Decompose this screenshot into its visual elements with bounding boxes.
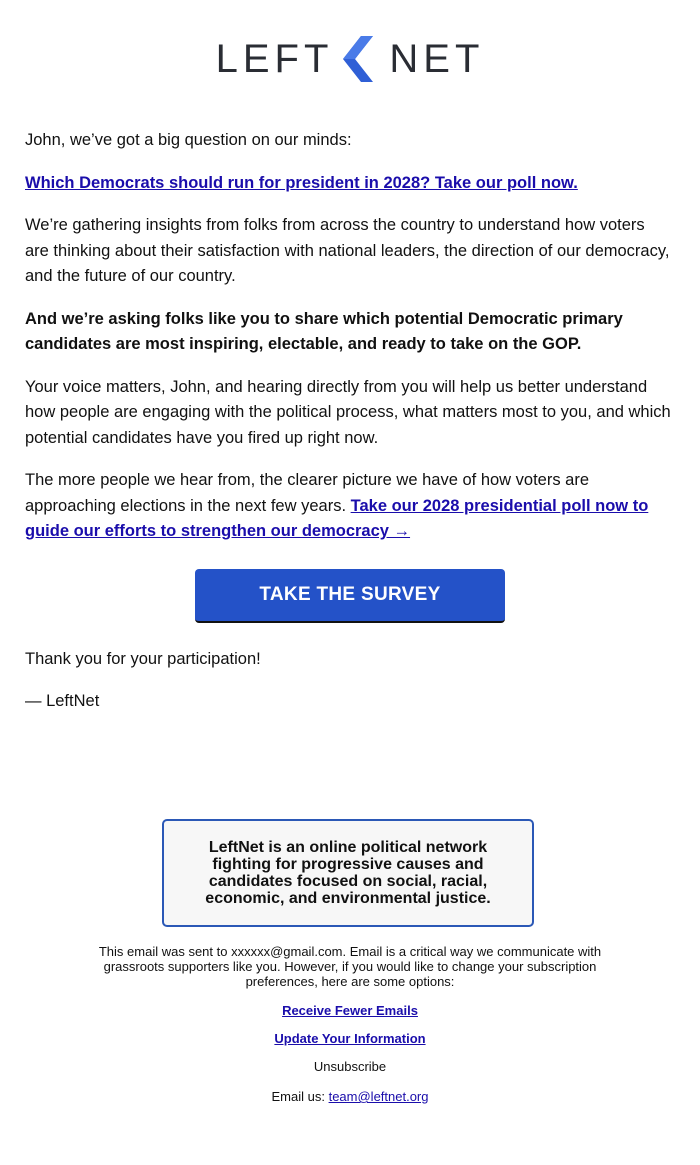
paragraph-voice-matters: Your voice matters, John, and hearing directly from you will help us better understand how people are engaging with the political process, what matters most to you, and which potential candidates have you fired up right now. — [25, 377, 671, 447]
footer-note: This email was sent to xxxxxx@gmail.com. Email is a critical way we communicate with grassroots supporters like you. However, if you would like to change your subscription preferences, here are some options: — [98, 944, 602, 989]
leftnet-logo — [0, 34, 700, 84]
logo-left-word: LEFT — [215, 37, 334, 81]
receive-fewer-emails-link[interactable]: Receive Fewer Emails — [282, 1003, 418, 1018]
poll-link[interactable]: Which Democrats should run for president in 2028? Take our poll now. — [25, 173, 578, 192]
thanks-text: Thank you for your participation! — [25, 650, 261, 668]
closing — [25, 647, 261, 731]
email-us-line — [70, 1089, 630, 1104]
update-information-link[interactable]: Update Your Information — [274, 1031, 426, 1046]
logo-right-word: NET — [389, 37, 485, 81]
signoff-text: — LeftNet — [25, 692, 100, 710]
poll-link-paragraph — [25, 171, 673, 197]
email-body — [25, 128, 673, 562]
email-address-link[interactable]: team@leftnet.org — [328, 1089, 429, 1104]
footer — [70, 944, 630, 1119]
paragraph-more-people-text: The more people we hear from, the clearer picture we have of how voters are approaching elections in the next few years. — [25, 471, 590, 515]
about-box — [162, 819, 534, 927]
presidential-poll-link[interactable]: Take our 2028 presidential poll now to guide our efforts to strengthen our democracy → — [25, 496, 649, 540]
paragraph-candidates: And we’re asking folks like you to share which potential Democratic primary candidates are most inspiring, electable, and ready to take on the GOP. — [25, 309, 623, 353]
chevron-left-logo-icon — [339, 34, 379, 84]
paragraph-more-people — [25, 468, 673, 545]
about-text: LeftNet is an online political network fighting for progressive causes and candidates focused on social, racial, economic, and environmental justice. — [205, 839, 491, 907]
survey-button-wrap — [0, 569, 700, 623]
unsubscribe-link[interactable]: Unsubscribe — [313, 1059, 387, 1074]
paragraph-insights: We’re gathering insights from folks from across the country to understand how voters are thinking about their satisfaction with national leaders, the direction of our democracy, and the future of our country. — [25, 216, 670, 285]
email-us-label: Email us: — [271, 1089, 325, 1104]
greeting-text: John, we’ve got a big question on our minds: — [25, 131, 352, 149]
take-survey-button[interactable]: TAKE THE SURVEY — [195, 569, 505, 623]
